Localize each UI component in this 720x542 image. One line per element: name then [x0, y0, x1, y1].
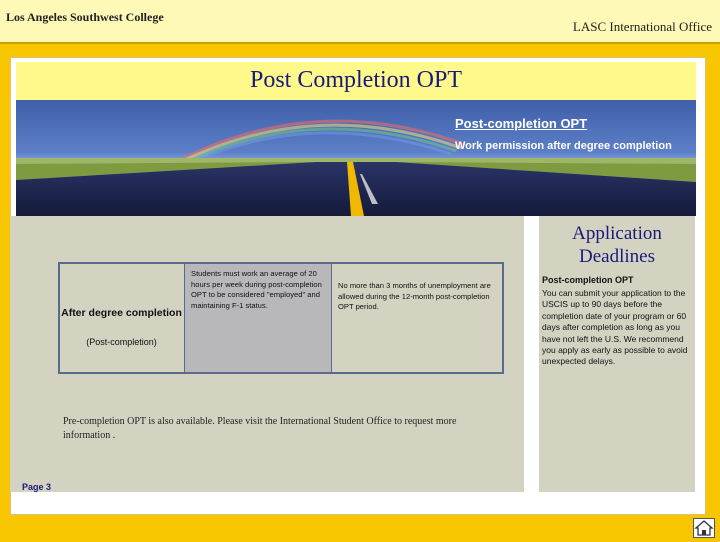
opt-info-table: [58, 262, 504, 374]
banner-subheading: Work permission after degree completion: [455, 140, 672, 152]
banner-heading: Post-completion OPT: [455, 116, 588, 131]
road-rainbow-illustration: [16, 100, 696, 216]
page-number: Page 3: [22, 482, 52, 492]
deadlines-text: You can submit your application to the USCIS up to 90 days before the completion date of your program or 60 days after completion as long as you have not left the U.S. We recommend you apply as early as possible to avoid unexpected delays.: [542, 288, 688, 367]
pre-completion-note: Pre-completion OPT is also available. Please visit the International Student Office to request more information .: [63, 416, 457, 441]
office-name: LASC International Office: [572, 19, 712, 34]
table-cell-employment: Students must work an average of 20 hours per week during post-completion OPT to be considered "employed" and maintaining F-1 status.: [185, 264, 332, 372]
table-cell-type: [60, 264, 185, 372]
college-name: Los Angeles Southwest College: [6, 10, 164, 24]
table-cell-unemployment: No more than 3 months of unemployment are allowed during the 12-month post-completion OPT period.: [332, 264, 502, 372]
cell-type-label: After degree completion: [61, 307, 182, 319]
page-title: Post Completion OPT: [249, 67, 463, 93]
home-icon: [694, 519, 714, 537]
deadlines-title: Application Deadlines: [572, 223, 662, 267]
deadlines-heading: Post-completion OPT: [542, 275, 634, 285]
cell-type-sublabel: (Post-completion): [86, 337, 157, 347]
home-button[interactable]: [693, 518, 715, 538]
road-banner-image: [16, 100, 696, 216]
